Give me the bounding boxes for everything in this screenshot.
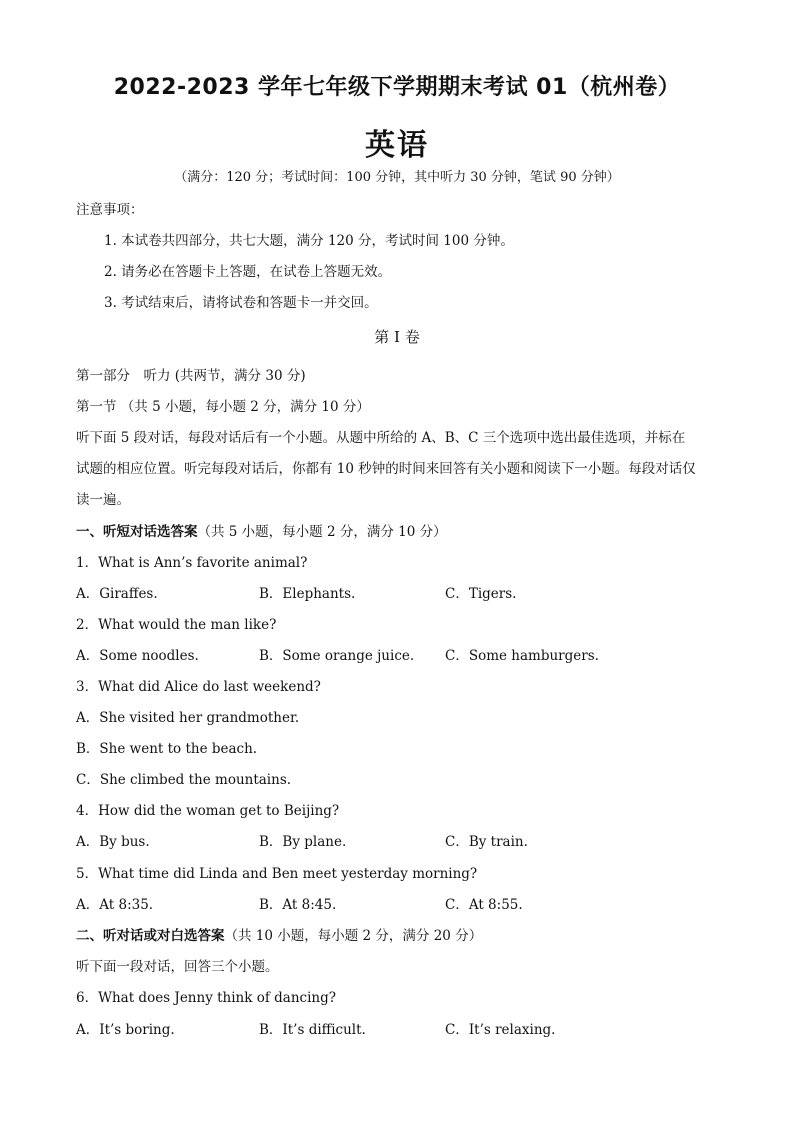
section-heading [76,924,482,944]
instruction-text: 试题的相应位置。听完每段对话后，你都有 10 秒钟的时间来回答有关小题和阅读下一小题。每段对话仅 [76,461,696,477]
question-stem: 4．How did the woman get to Beijing? [76,803,340,819]
question-stem: 2．What would the man like? [76,617,277,633]
option-c: C．At 8:55. [445,897,523,913]
exam-title: 2022-2023 学年七年级下学期期末考试 01（杭州卷） [113,75,681,100]
notice-item: 3. 考试结束后，请将试卷和答题卡一并交回。 [104,295,378,311]
option-b: B．At 8:45. [259,897,337,913]
part-title: 第一部分 听力 (共两节，满分 30 分) [76,368,306,384]
question-stem: 3．What did Alice do last weekend? [76,679,321,695]
section-heading-bold: 一、听短对话选答案 [76,524,198,540]
instruction-text: 听下面一段对话，回答三个小题。 [76,959,279,975]
option-b: B．Some orange juice. [259,648,415,664]
subject-title: 英语 [365,128,429,163]
option-a: A．At 8:35. [76,897,154,913]
section-heading-bold: 二、听对话或对白选答案 [76,928,225,944]
notice-item: 2. 请务必在答题卡上答题，在试卷上答题无效。 [104,264,392,280]
question-stem: 6．What does Jenny think of dancing? [76,990,336,1006]
section-title: 第一节 （共 5 小题，每小题 2 分，满分 10 分） [76,399,370,415]
option-a: A．She visited her grandmother. [76,710,300,726]
question-stem: 1．What is Ann’s favorite animal? [76,555,308,571]
exam-info: （满分：120 分；考试时间：100 分钟，其中听力 30 分钟，笔试 90 分钟） [174,170,620,185]
volume-title: 第 I 卷 [374,328,420,346]
option-a: A．Some noodles. [76,648,199,664]
option-b: B．By plane. [259,834,347,850]
option-a: A．By bus. [76,834,150,850]
option-c: C．Tigers. [445,586,517,602]
section-heading-rest: （共 10 小题，每小题 2 分，满分 20 分） [224,928,483,944]
notice-label: 注意事项： [76,202,144,218]
instruction-text: 听下面 5 段对话，每段对话后有一个小题。从题中所给的 A、B、C 三个选项中选出最佳选项，并标在 [76,430,686,446]
option-b: B．She went to the beach. [76,741,258,757]
option-b: B．Elephants. [259,586,356,602]
option-c: C．She climbed the mountains. [76,772,292,788]
option-a: A．Giraffes. [76,586,158,602]
option-c: C．It’s relaxing. [445,1022,556,1038]
option-c: C．Some hamburgers. [445,648,599,664]
option-a: A．It’s boring. [76,1022,175,1038]
option-b: B．It’s difficult. [259,1022,366,1038]
notice-item: 1. 本试卷共四部分，共七大题，满分 120 分，考试时间 100 分钟。 [104,233,514,249]
instruction-text: 读一遍。 [76,492,130,508]
section-heading [76,520,447,540]
option-c: C．By train. [445,834,528,850]
question-stem: 5．What time did Linda and Ben meet yesterday morning? [76,866,478,882]
section-heading-rest: （共 5 小题，每小题 2 分，满分 10 分） [197,524,447,540]
